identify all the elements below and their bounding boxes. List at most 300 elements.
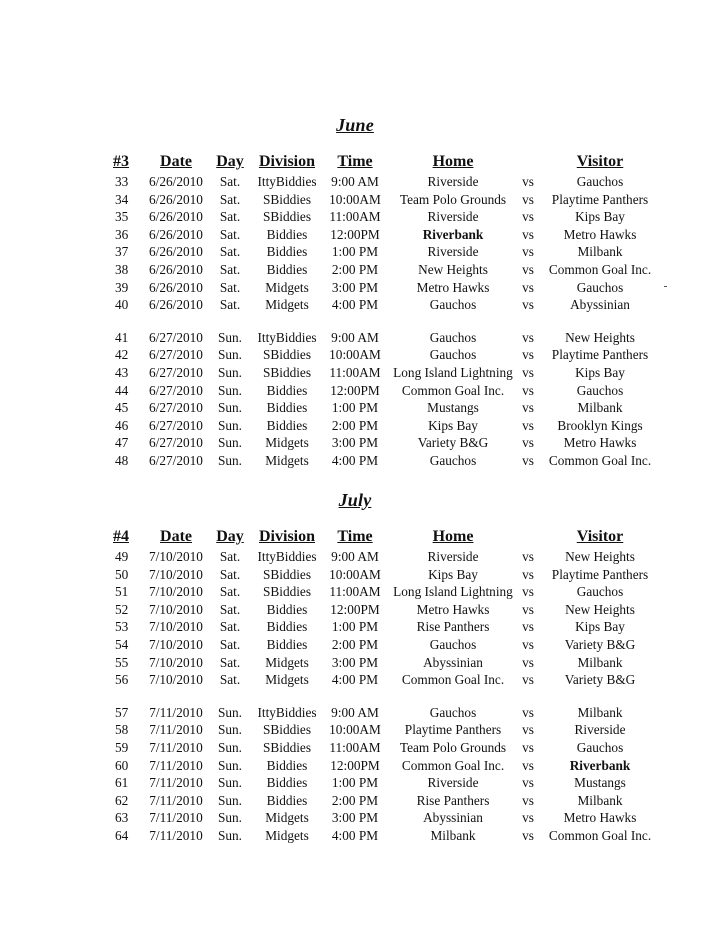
- game-division: IttyBiddies: [257, 549, 317, 564]
- game-time: 3:00 PM: [331, 654, 379, 670]
- game-date: 7/10/2010: [149, 566, 203, 582]
- visitor-team: Common Goal Inc.: [548, 827, 652, 843]
- game-day: Sat.: [219, 584, 241, 600]
- table-header: [0, 153, 728, 173]
- game-day: Sat.: [219, 261, 241, 277]
- versus-label: vs: [522, 827, 534, 843]
- visitor-team: Mustangs: [574, 775, 626, 791]
- game-number: 56: [115, 672, 129, 688]
- game-time: 10:00AM: [329, 566, 381, 582]
- game-number: 60: [115, 757, 129, 773]
- game-number: 63: [115, 810, 129, 826]
- game-division: SBiddies: [262, 364, 312, 380]
- home-team: Riverbank: [422, 226, 484, 242]
- game-date: 7/11/2010: [149, 792, 203, 808]
- visitor-team: Kips Bay: [575, 209, 625, 225]
- game-day: Sat.: [219, 244, 241, 260]
- table-row: [0, 173, 728, 191]
- game-time: 9:00 AM: [331, 174, 379, 189]
- game-day: Sat.: [219, 549, 241, 564]
- visitor-team: Milbank: [577, 792, 623, 808]
- game-division: Biddies: [266, 792, 308, 808]
- game-time: 1:00 PM: [331, 244, 379, 260]
- visitor-team: Riverside: [574, 722, 626, 738]
- game-division: SBiddies: [262, 739, 312, 755]
- header-date: Date: [160, 153, 192, 170]
- header-number: #4: [113, 528, 129, 545]
- game-date: 6/27/2010: [149, 329, 203, 345]
- versus-label: vs: [522, 329, 534, 345]
- game-number: 53: [115, 619, 129, 635]
- home-team: Gauchos: [429, 704, 477, 720]
- game-day: Sun.: [217, 704, 243, 720]
- game-time: 11:00AM: [329, 209, 381, 225]
- game-division: Biddies: [266, 775, 308, 791]
- game-number: 44: [115, 382, 129, 398]
- versus-label: vs: [522, 775, 534, 791]
- versus-label: vs: [522, 722, 534, 738]
- home-team: Common Goal Inc.: [401, 382, 505, 398]
- game-number: 47: [115, 435, 129, 451]
- game-number: 38: [115, 261, 129, 277]
- game-division: Biddies: [266, 417, 308, 433]
- schedule-table-july: [0, 528, 728, 845]
- home-team: Team Polo Grounds: [399, 739, 507, 755]
- game-division: Midgets: [265, 810, 309, 826]
- game-division: SBiddies: [262, 191, 312, 207]
- visitor-team: Gauchos: [576, 739, 624, 755]
- table-row: [0, 191, 728, 209]
- game-number: 64: [115, 827, 129, 843]
- home-team: Metro Hawks: [416, 279, 490, 295]
- visitor-team: Milbank: [577, 654, 623, 670]
- table-row: [0, 208, 728, 226]
- versus-label: vs: [522, 757, 534, 773]
- home-team: Common Goal Inc.: [401, 757, 505, 773]
- versus-label: vs: [522, 739, 534, 755]
- game-division: Biddies: [266, 244, 308, 260]
- game-time: 2:00 PM: [331, 261, 379, 277]
- home-team: Abyssinian: [423, 810, 483, 826]
- game-number: 54: [115, 636, 129, 652]
- game-number: 40: [115, 297, 129, 313]
- game-number: 41: [115, 329, 129, 345]
- game-number: 55: [115, 654, 129, 670]
- game-date: 7/10/2010: [149, 619, 203, 635]
- game-day: Sun.: [217, 739, 243, 755]
- game-date: 7/11/2010: [149, 757, 203, 773]
- game-number: 51: [115, 584, 129, 600]
- home-team: Rise Panthers: [416, 792, 490, 808]
- game-time: 1:00 PM: [331, 400, 379, 416]
- table-row: [0, 774, 728, 792]
- game-number: 34: [115, 191, 129, 207]
- game-date: 6/26/2010: [149, 244, 203, 260]
- visitor-team: Playtime Panthers: [551, 347, 649, 363]
- visitor-team: Gauchos: [576, 382, 624, 398]
- versus-label: vs: [522, 549, 534, 564]
- table-row: [0, 636, 728, 654]
- game-time: 10:00AM: [329, 722, 381, 738]
- visitor-team: Metro Hawks: [563, 226, 637, 242]
- visitor-team: Playtime Panthers: [551, 191, 649, 207]
- game-day: Sat.: [219, 566, 241, 582]
- game-day: Sun.: [217, 775, 243, 791]
- game-division: Midgets: [265, 435, 309, 451]
- table-row: [0, 809, 728, 827]
- home-team: Milbank: [430, 827, 476, 843]
- home-team: Kips Bay: [428, 417, 478, 433]
- game-time: 1:00 PM: [331, 775, 379, 791]
- table-row: [0, 399, 728, 417]
- group-spacer: [0, 314, 728, 329]
- table-row: [0, 566, 728, 584]
- game-division: Biddies: [266, 400, 308, 416]
- game-date: 7/10/2010: [149, 636, 203, 652]
- home-team: Metro Hawks: [416, 601, 490, 617]
- visitor-team: Variety B&G: [564, 672, 636, 688]
- game-division: SBiddies: [262, 722, 312, 738]
- game-date: 6/27/2010: [149, 347, 203, 363]
- game-time: 11:00AM: [329, 584, 381, 600]
- table-row: [0, 721, 728, 739]
- home-team: Common Goal Inc.: [401, 672, 505, 688]
- table-row: [0, 346, 728, 364]
- game-date: 7/11/2010: [149, 827, 203, 843]
- month-title-july: July: [338, 490, 372, 510]
- game-number: 45: [115, 400, 129, 416]
- visitor-team: Brooklyn Kings: [557, 417, 643, 433]
- visitor-team: Common Goal Inc.: [548, 261, 652, 277]
- game-number: 62: [115, 792, 129, 808]
- table-row: [0, 382, 728, 400]
- table-row: [0, 583, 728, 601]
- versus-label: vs: [522, 435, 534, 451]
- header-time: Time: [337, 528, 373, 545]
- home-team: Playtime Panthers: [404, 722, 502, 738]
- table-row: [0, 364, 728, 382]
- game-date: 6/27/2010: [149, 382, 203, 398]
- home-team: Abyssinian: [423, 654, 483, 670]
- visitor-team: Milbank: [577, 704, 623, 720]
- game-time: 10:00AM: [329, 347, 381, 363]
- versus-label: vs: [522, 226, 534, 242]
- versus-label: vs: [522, 209, 534, 225]
- game-time: 9:00 AM: [331, 704, 379, 720]
- table-row: [0, 827, 728, 845]
- game-division: Biddies: [266, 382, 308, 398]
- game-number: 46: [115, 417, 129, 433]
- game-date: 6/27/2010: [149, 400, 203, 416]
- game-day: Sat.: [219, 601, 241, 617]
- home-team: Gauchos: [429, 297, 477, 313]
- table-row: [0, 704, 728, 722]
- game-date: 6/26/2010: [149, 226, 203, 242]
- game-date: 6/27/2010: [149, 452, 203, 468]
- game-number: 37: [115, 244, 129, 260]
- game-time: 11:00AM: [329, 739, 381, 755]
- game-division: Biddies: [266, 757, 308, 773]
- game-number: 43: [115, 364, 129, 380]
- game-time: 2:00 PM: [331, 636, 379, 652]
- game-time: 3:00 PM: [331, 435, 379, 451]
- game-day: Sat.: [219, 209, 241, 225]
- versus-label: vs: [522, 279, 534, 295]
- game-day: Sun.: [217, 452, 243, 468]
- game-time: 2:00 PM: [331, 417, 379, 433]
- game-date: 7/10/2010: [149, 672, 203, 688]
- table-row: [0, 226, 728, 244]
- header-time: Time: [337, 153, 373, 170]
- header-date: Date: [160, 528, 192, 545]
- game-date: 6/26/2010: [149, 279, 203, 295]
- table-row: [0, 279, 728, 297]
- game-date: 6/26/2010: [149, 297, 203, 313]
- game-date: 7/10/2010: [149, 601, 203, 617]
- versus-label: vs: [522, 244, 534, 260]
- versus-label: vs: [522, 636, 534, 652]
- table-row: [0, 757, 728, 775]
- game-time: 11:00AM: [329, 364, 381, 380]
- game-time: 3:00 PM: [331, 810, 379, 826]
- game-time: 12:00PM: [330, 382, 380, 398]
- game-division: SBiddies: [262, 584, 312, 600]
- game-division: IttyBiddies: [257, 174, 317, 189]
- visitor-team: New Heights: [565, 549, 635, 564]
- versus-label: vs: [522, 174, 534, 189]
- header-day: Day: [216, 153, 244, 170]
- game-time: 12:00PM: [330, 226, 380, 242]
- schedule-table-june: [0, 153, 728, 470]
- month-title-june: June: [336, 115, 374, 135]
- visitor-team: New Heights: [565, 601, 635, 617]
- table-row: [0, 618, 728, 636]
- game-date: 7/11/2010: [149, 739, 203, 755]
- visitor-team: New Heights: [565, 329, 635, 345]
- game-number: 48: [115, 452, 129, 468]
- game-date: 7/10/2010: [149, 654, 203, 670]
- game-date: 6/26/2010: [149, 191, 203, 207]
- game-date: 7/11/2010: [149, 722, 203, 738]
- game-time: 4:00 PM: [331, 297, 379, 313]
- game-day: Sun.: [217, 810, 243, 826]
- game-number: 39: [115, 279, 129, 295]
- game-date: 6/27/2010: [149, 364, 203, 380]
- game-number: 50: [115, 566, 129, 582]
- game-day: Sun.: [217, 347, 243, 363]
- home-team: Gauchos: [429, 636, 477, 652]
- game-time: 4:00 PM: [331, 672, 379, 688]
- table-row: [0, 452, 728, 470]
- versus-label: vs: [522, 584, 534, 600]
- game-time: 4:00 PM: [331, 452, 379, 468]
- table-row: [0, 654, 728, 672]
- game-day: Sun.: [217, 792, 243, 808]
- game-division: Biddies: [266, 601, 308, 617]
- versus-label: vs: [522, 417, 534, 433]
- game-division: IttyBiddies: [257, 704, 317, 720]
- game-day: Sun.: [217, 827, 243, 843]
- header-visitor: Visitor: [576, 153, 624, 170]
- game-division: Midgets: [265, 654, 309, 670]
- visitor-team: Kips Bay: [575, 619, 625, 635]
- versus-label: vs: [522, 191, 534, 207]
- home-team: Riverside: [427, 209, 479, 225]
- home-team: Gauchos: [429, 452, 477, 468]
- game-division: Biddies: [266, 261, 308, 277]
- home-team: Kips Bay: [428, 566, 478, 582]
- header-division: Division: [258, 153, 316, 170]
- game-day: Sat.: [219, 174, 241, 189]
- home-team: Long Island Lightning: [393, 364, 513, 380]
- versus-label: vs: [522, 654, 534, 670]
- visitor-team: Milbank: [577, 244, 623, 260]
- table-row: [0, 417, 728, 435]
- game-division: Midgets: [265, 672, 309, 688]
- game-date: 7/10/2010: [149, 549, 203, 564]
- game-date: 6/26/2010: [149, 209, 203, 225]
- game-division: Midgets: [265, 452, 309, 468]
- game-time: 9:00 AM: [331, 329, 379, 345]
- game-number: 58: [115, 722, 129, 738]
- game-day: Sat.: [219, 654, 241, 670]
- game-division: SBiddies: [262, 209, 312, 225]
- game-day: Sun.: [217, 757, 243, 773]
- header-division: Division: [258, 528, 316, 545]
- versus-label: vs: [522, 619, 534, 635]
- game-day: Sat.: [219, 226, 241, 242]
- scan-speck: [664, 286, 667, 287]
- game-day: Sat.: [219, 279, 241, 295]
- home-team: Rise Panthers: [416, 619, 490, 635]
- visitor-team: Playtime Panthers: [551, 566, 649, 582]
- table-row: [0, 601, 728, 619]
- game-day: Sun.: [217, 364, 243, 380]
- home-team: Team Polo Grounds: [399, 191, 507, 207]
- game-time: 12:00PM: [330, 601, 380, 617]
- visitor-team: Milbank: [577, 400, 623, 416]
- game-day: Sat.: [219, 672, 241, 688]
- home-team: Gauchos: [429, 329, 477, 345]
- game-division: Biddies: [266, 226, 308, 242]
- game-time: 1:00 PM: [331, 619, 379, 635]
- game-division: Biddies: [266, 619, 308, 635]
- game-day: Sun.: [217, 400, 243, 416]
- table-row: [0, 261, 728, 279]
- game-division: Midgets: [265, 827, 309, 843]
- game-time: 10:00AM: [329, 191, 381, 207]
- game-division: SBiddies: [262, 566, 312, 582]
- visitor-team: Gauchos: [576, 279, 624, 295]
- versus-label: vs: [522, 810, 534, 826]
- table-row: [0, 792, 728, 810]
- game-number: 49: [115, 549, 129, 564]
- game-day: Sun.: [217, 382, 243, 398]
- game-date: 7/10/2010: [149, 584, 203, 600]
- game-day: Sun.: [217, 722, 243, 738]
- game-number: 57: [115, 704, 129, 720]
- versus-label: vs: [522, 704, 534, 720]
- game-number: 59: [115, 739, 129, 755]
- home-team: Long Island Lightning: [393, 584, 513, 600]
- visitor-team: Metro Hawks: [563, 435, 637, 451]
- game-day: Sun.: [217, 435, 243, 451]
- game-division: Midgets: [265, 297, 309, 313]
- home-team: Riverside: [427, 174, 479, 189]
- home-team: Variety B&G: [417, 435, 489, 451]
- game-number: 35: [115, 209, 129, 225]
- table-header: [0, 528, 728, 548]
- versus-label: vs: [522, 452, 534, 468]
- game-time: 3:00 PM: [331, 279, 379, 295]
- visitor-team: Metro Hawks: [563, 810, 637, 826]
- visitor-team: Gauchos: [576, 584, 624, 600]
- game-number: 42: [115, 347, 129, 363]
- game-date: 6/27/2010: [149, 417, 203, 433]
- visitor-team: Variety B&G: [564, 636, 636, 652]
- game-number: 52: [115, 601, 129, 617]
- game-date: 6/26/2010: [149, 174, 203, 189]
- game-time: 9:00 AM: [331, 549, 379, 564]
- game-number: 61: [115, 775, 129, 791]
- header-number: #3: [113, 153, 129, 170]
- game-date: 7/11/2010: [149, 775, 203, 791]
- table-row: [0, 434, 728, 452]
- game-date: 7/11/2010: [149, 810, 203, 826]
- game-division: Biddies: [266, 636, 308, 652]
- game-time: 2:00 PM: [331, 792, 379, 808]
- versus-label: vs: [522, 261, 534, 277]
- table-row: [0, 296, 728, 314]
- versus-label: vs: [522, 382, 534, 398]
- game-day: Sat.: [219, 636, 241, 652]
- header-day: Day: [216, 528, 244, 545]
- visitor-team: Kips Bay: [575, 364, 625, 380]
- table-row: [0, 329, 728, 347]
- game-division: IttyBiddies: [257, 329, 317, 345]
- visitor-team: Riverbank: [569, 757, 631, 773]
- game-number: 36: [115, 226, 129, 242]
- home-team: Mustangs: [427, 400, 479, 416]
- visitor-team: Common Goal Inc.: [548, 452, 652, 468]
- game-date: 7/11/2010: [149, 704, 203, 720]
- versus-label: vs: [522, 601, 534, 617]
- game-time: 12:00PM: [330, 757, 380, 773]
- versus-label: vs: [522, 297, 534, 313]
- game-day: Sat.: [219, 297, 241, 313]
- home-team: New Heights: [418, 261, 488, 277]
- game-division: Midgets: [265, 279, 309, 295]
- game-day: Sun.: [217, 417, 243, 433]
- home-team: Riverside: [427, 549, 479, 564]
- game-day: Sat.: [219, 619, 241, 635]
- home-team: Riverside: [427, 244, 479, 260]
- game-time: 4:00 PM: [331, 827, 379, 843]
- versus-label: vs: [522, 364, 534, 380]
- versus-label: vs: [522, 672, 534, 688]
- home-team: Gauchos: [429, 347, 477, 363]
- game-day: Sun.: [217, 329, 243, 345]
- versus-label: vs: [522, 792, 534, 808]
- game-number: 33: [115, 174, 129, 189]
- game-day: Sat.: [219, 191, 241, 207]
- versus-label: vs: [522, 566, 534, 582]
- table-row: [0, 243, 728, 261]
- game-division: SBiddies: [262, 347, 312, 363]
- versus-label: vs: [522, 347, 534, 363]
- table-row: [0, 671, 728, 689]
- visitor-team: Gauchos: [576, 174, 624, 189]
